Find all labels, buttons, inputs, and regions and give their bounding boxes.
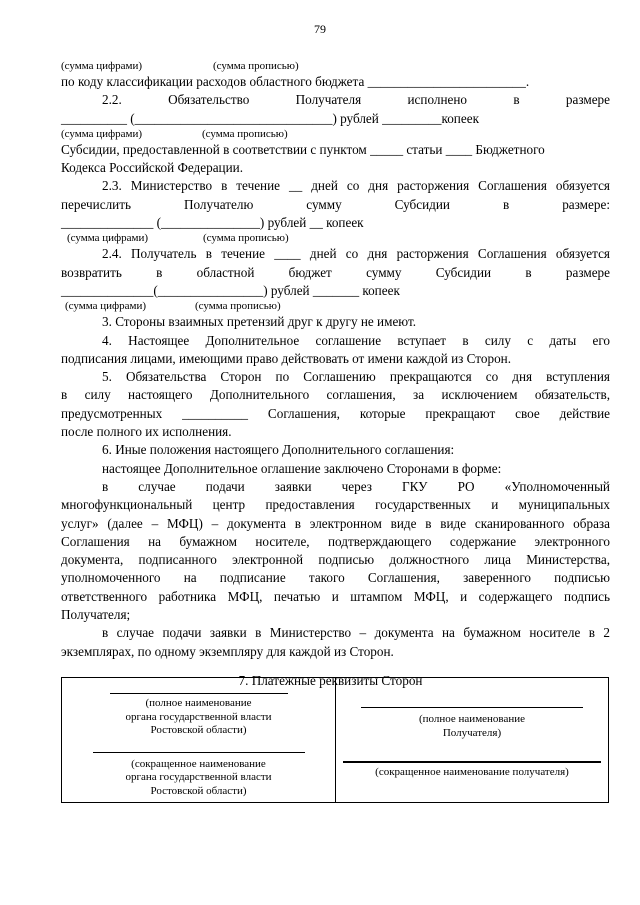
- paragraph-line: в случае подачи заявки в Министерство – документа на бумажном носителе в 2: [102, 625, 610, 641]
- caption-row: [61, 300, 610, 313]
- payment-details-table: [61, 677, 609, 803]
- recipient-cell: (полное наименование Получателя) (сокращенное наименование получателя): [336, 678, 609, 803]
- signature-line: [93, 752, 305, 753]
- paragraph-line: подписания лицами, имеющими право действовать от имени каждой из Сторон.: [61, 350, 512, 366]
- paragraph-line: экземплярах, по одному экземпляру для каждой из Сторон.: [61, 643, 394, 659]
- paragraph-line: возвратить в областной бюджет сумму Субсидии в размере: [61, 264, 610, 280]
- paragraph-line: предусмотренных __________ Соглашения, которые прекращают свое действие: [61, 405, 610, 421]
- paragraph-line: по коду классификации расходов областного бюджета ________________________.: [61, 74, 530, 89]
- recipient-full-name-caption: (полное наименование: [418, 713, 526, 725]
- paragraph-line: __________ (______________________________) рублей _________копеек: [61, 110, 479, 126]
- paragraph-line: Субсидии, предоставленной в соответствии с пунктом _____ статьи ____ Бюджетного: [61, 141, 545, 157]
- ministry-short-name-caption: (сокращенное наименование: [131, 757, 266, 770]
- caption-row: [61, 128, 610, 141]
- paragraph-line: 2.4. Получатель в течение ____ дней со дня расторжения Соглашения обязуется: [102, 246, 610, 262]
- ministry-full-name-caption: (полное наименование: [145, 697, 252, 709]
- ministry-cell: (полное наименование органа государственной власти Ростовской области) (сокращенное наименование органа государственной власти Ростовской области): [62, 678, 336, 803]
- paragraph-line: 4. Настоящее Дополнительное соглашение вступает в силу с даты его: [102, 332, 610, 348]
- paragraph-line: 2.2. Обязательство Получателя исполнено в размере: [102, 92, 610, 108]
- paragraph-line: 3. Стороны взаимных претензий друг к другу не имеют.: [102, 314, 417, 330]
- paragraph-line: Кодекса Российской Федерации.: [61, 160, 244, 176]
- paragraph-line: Получателя;: [61, 607, 131, 623]
- document-body: [61, 60, 610, 691]
- caption-sum-words: (сумма прописью): [202, 127, 288, 140]
- paragraph-line: услуг» (далее – МФЦ) – документа в электронном виде в виде сканированного образа: [61, 515, 610, 531]
- paragraph-line: Соглашения на бумажном носителе, подтверждающего содержание электронного: [61, 533, 610, 549]
- signature-line: [343, 761, 601, 763]
- paragraph-line: перечислить Получателю сумму Субсидии в размере:: [61, 196, 610, 212]
- paragraph-line: 2.3. Министерство в течение __ дней со дня расторжения Соглашения обязуется: [102, 178, 610, 194]
- paragraph-line: ______________(________________) рублей _______ копеек: [61, 282, 400, 298]
- paragraph-line: в случае подачи заявки через ГКУ РО «Уполномоченный: [102, 478, 610, 494]
- paragraph-line: в силу настоящего Дополнительного соглашения, за исключением обязательств,: [61, 387, 610, 403]
- caption-sum-digits: (сумма цифрами): [67, 232, 149, 245]
- paragraph-line: 6. Иные положения настоящего Дополнительного соглашения:: [102, 442, 455, 458]
- paragraph-line: ответственного работника МФЦ, печатью и штампом МФЦ, и содержащего подпись: [61, 588, 610, 604]
- paragraph-line: после полного их исполнения.: [61, 424, 232, 440]
- paragraph-line: документа, подписанного электронной подписью должностного лица Министерства,: [61, 552, 610, 568]
- paragraph-line: 5. Обязательства Сторон по Соглашению прекращаются со дня вступления: [102, 369, 610, 385]
- caption-sum-digits: (сумма цифрами): [61, 127, 143, 140]
- caption-sum-words: (сумма прописью): [195, 300, 281, 313]
- caption-row: [61, 60, 610, 73]
- caption-row: [61, 232, 610, 245]
- paragraph-line: многофункциональный центр предоставления государственных и муниципальных: [61, 497, 610, 513]
- page-number: 79: [314, 22, 326, 36]
- caption-sum-words: (сумма прописью): [203, 232, 289, 245]
- signature-line: [361, 707, 583, 708]
- signature-line: [110, 693, 288, 694]
- caption-sum-digits: (сумма цифрами): [61, 60, 143, 72]
- paragraph-line: настоящее Дополнительное оглашение заключено Сторонами в форме:: [102, 460, 502, 476]
- caption-sum-digits: (сумма цифрами): [65, 300, 147, 313]
- recipient-short-name-caption: (сокращенное наименование получателя): [375, 766, 569, 778]
- caption-sum-words: (сумма прописью): [213, 60, 299, 72]
- section-title: 7. Платежные реквизиты Сторон: [238, 672, 423, 688]
- paragraph-line: ______________ (_______________) рублей __ копеек: [61, 215, 364, 231]
- paragraph-line: уполномоченного на подписание такого Соглашения, заверенного подписью: [61, 570, 610, 586]
